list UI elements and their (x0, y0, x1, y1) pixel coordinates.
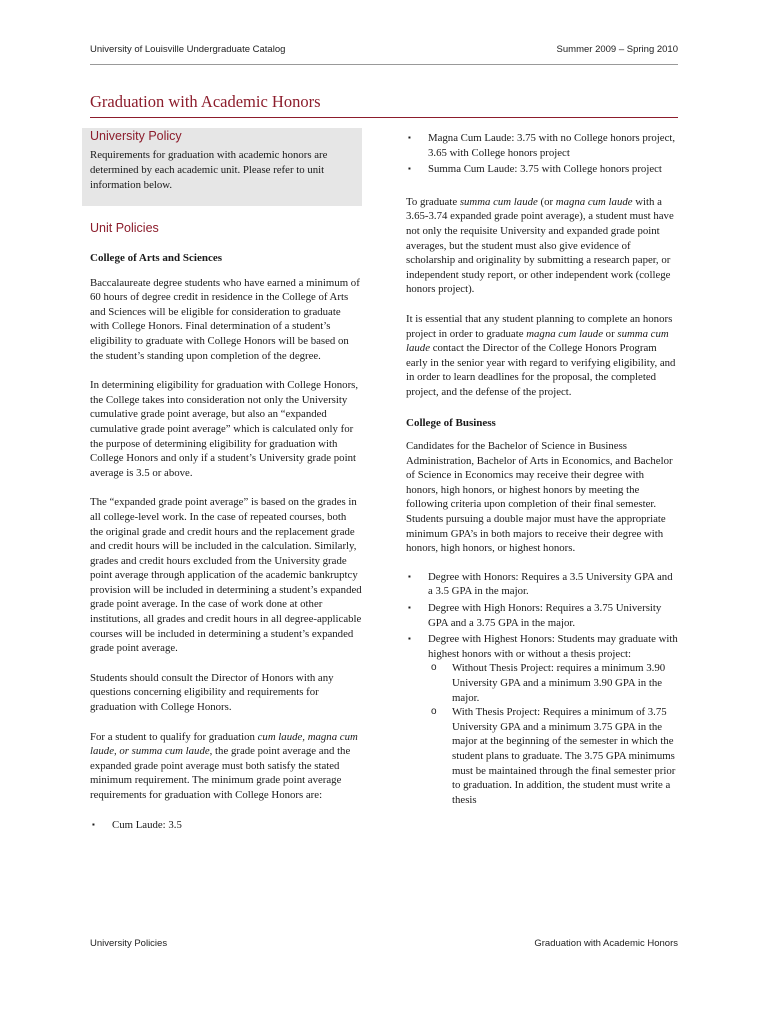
header-rule (90, 64, 678, 65)
sub-bullet-marker: o (431, 662, 437, 674)
header-catalog-years: Summer 2009 – Spring 2010 (556, 44, 678, 55)
sub-bullet-marker: o (431, 706, 437, 718)
arts-paragraph-6: To graduate summa cum laude (or magna cum laude with a 3.65-3.74 expanded grade point average), a student must have not only the requisite University and expanded grade point averages, but the student must also give evidence of scholarship and originality by submitting a research paper, or independent study report, or other independent work (college honors project). (406, 195, 674, 296)
university-policy-heading: University Policy (90, 129, 182, 143)
university-policy-section (90, 129, 362, 193)
unit-policies-heading: Unit Policies (90, 221, 159, 235)
highest-honors-sublist (428, 661, 678, 807)
list-item: ▪ Magna Cum Laude: 3.75 with no College honors project, 3.65 with College honors project (408, 132, 676, 159)
running-header (90, 44, 678, 60)
right-column (406, 131, 678, 807)
arts-paragraph-4: Students should consult the Director of Honors with any questions concerning eligibility and requirements for graduation with College Honors. (90, 671, 334, 714)
bullet-marker: ▪ (408, 634, 411, 644)
business-paragraph-1: Candidates for the Bachelor of Science in Business Administration, Bachelor of Arts in Economics, and Bachelor of Science in Economics may receive their degree with honors, high honors, or highest honors by meeting the following criteria upon completion of their final semester. Students pursuing a double major must have the appropriate minimum GPA’s in both majors to receive their degree with honors, high honors, or highest honors. (406, 440, 673, 555)
arts-sciences-section (90, 251, 362, 832)
list-item: o With Thesis Project: Requires a minimum of 3.75 University GPA and a minimum 3.75 GPA in the major at the beginning of the semester in which the student plans to graduate. The 3.75 GPA minimums must be maintained through the final semester prior to graduation. In addition, the student must write a thesis (431, 706, 676, 806)
bullet-marker: ▪ (408, 133, 411, 142)
business-honors-list (406, 570, 678, 808)
bullet-marker: ▪ (408, 603, 411, 613)
bullet-marker: ▪ (408, 164, 411, 174)
list-item: ▪ Degree with Honors: Requires a 3.5 University GPA and a 3.5 GPA in the major. (408, 570, 673, 598)
business-heading: College of Business (406, 416, 496, 429)
bullet-marker: ▪ (408, 571, 411, 581)
list-item: ▪ Degree with Highest Honors: Students may graduate with highest honors with or without a thesis project: o Without Thesis Project: requires a minimum 3.90 University GPA and a minimum 3.90 GPA in the major. o With Thesis Project: Requires a minimum of 3.75 University GPA and a minimum 3.75 GPA in the major at the beginning of the semester in which the student plans to graduate. The 3.75 GPA minimums must be maintained through the final semester prior to graduation. In addition, the student must write a thesis (408, 633, 678, 806)
arts-paragraph-3: The “expanded grade point average” is based on the grades in all college-level work. In the case of repeated courses, both the original grade and credit hours and the replacement grade and credit hours will be included in the calculation. Similarly, grades and credit hours excluded from the University grade point average through application of the academic bankruptcy provision will be included in determining a student’s expanded grade point average. In the case of work done at other institutions, all grades and credit hours in all degree-applicable courses will be included in determining a student’s expanded grade point average. (90, 496, 362, 655)
header-catalog-title: University of Louisville Undergraduate Catalog (90, 44, 286, 55)
arts-paragraph-2: In determining eligibility for graduation with College Honors, the College takes into consideration not only the University cumulative grade point average, but also an “expanded cumulative grade point average” which is calculated only for the purpose of determining eligibility for graduation with College Honors and only if a student’s University grade point average is 3.5 or above. (90, 379, 359, 479)
arts-paragraph-7: It is essential that any student planning to complete an honors project in order to graduate magna cum laude or summa cum laude contact the Director of the College Honors Program early in the senior year with regard to verifying eligibility, and in order to learn deadlines for the proposal, the completed project, and the defense of the project. (406, 312, 676, 398)
running-footer (90, 938, 678, 952)
list-item: ▪ Cum Laude: 3.5 (92, 818, 182, 831)
list-item: ▪ Degree with High Honors: Requires a 3.75 University GPA and a 3.75 GPA in the major. (408, 602, 662, 629)
arts-sciences-heading: College of Arts and Sciences (90, 252, 222, 264)
arts-paragraph-1: Baccalaureate degree students who have earned a minimum of 60 hours of degree credit in residence in the College of Arts and Sciences will be eligible for consideration to graduate with College Honors. Final determination of a student’s eligibility to graduate with College Honors will be based on the student’s standing upon completion of the degree. (90, 276, 360, 362)
university-policy-text: Requirements for graduation with academic honors are determined by each academic unit. Please refer to unit information below. (90, 149, 328, 191)
list-item: ▪ Summa Cum Laude: 3.75 with College honors project (408, 163, 662, 176)
bullet-marker: ▪ (92, 819, 95, 829)
page-title: Graduation with Academic Honors (90, 92, 321, 111)
list-item: o Without Thesis Project: requires a minimum 3.90 University GPA and a minimum 3.90 GPA in the major. (431, 662, 666, 704)
footer-page-topic: Graduation with Academic Honors (534, 938, 678, 949)
honors-gpa-list-part1 (90, 818, 362, 833)
title-rule (90, 117, 678, 118)
arts-paragraph-5: For a student to qualify for graduation cum laude, magna cum laude, or summa cum laude, the grade point average and the expanded grade point average must both satisfy the stated minimum requirement. The minimum grade point average requirements for graduation with College Honors are: (90, 730, 358, 801)
footer-section-name: University Policies (90, 938, 168, 949)
honors-gpa-list-part2 (406, 131, 678, 177)
